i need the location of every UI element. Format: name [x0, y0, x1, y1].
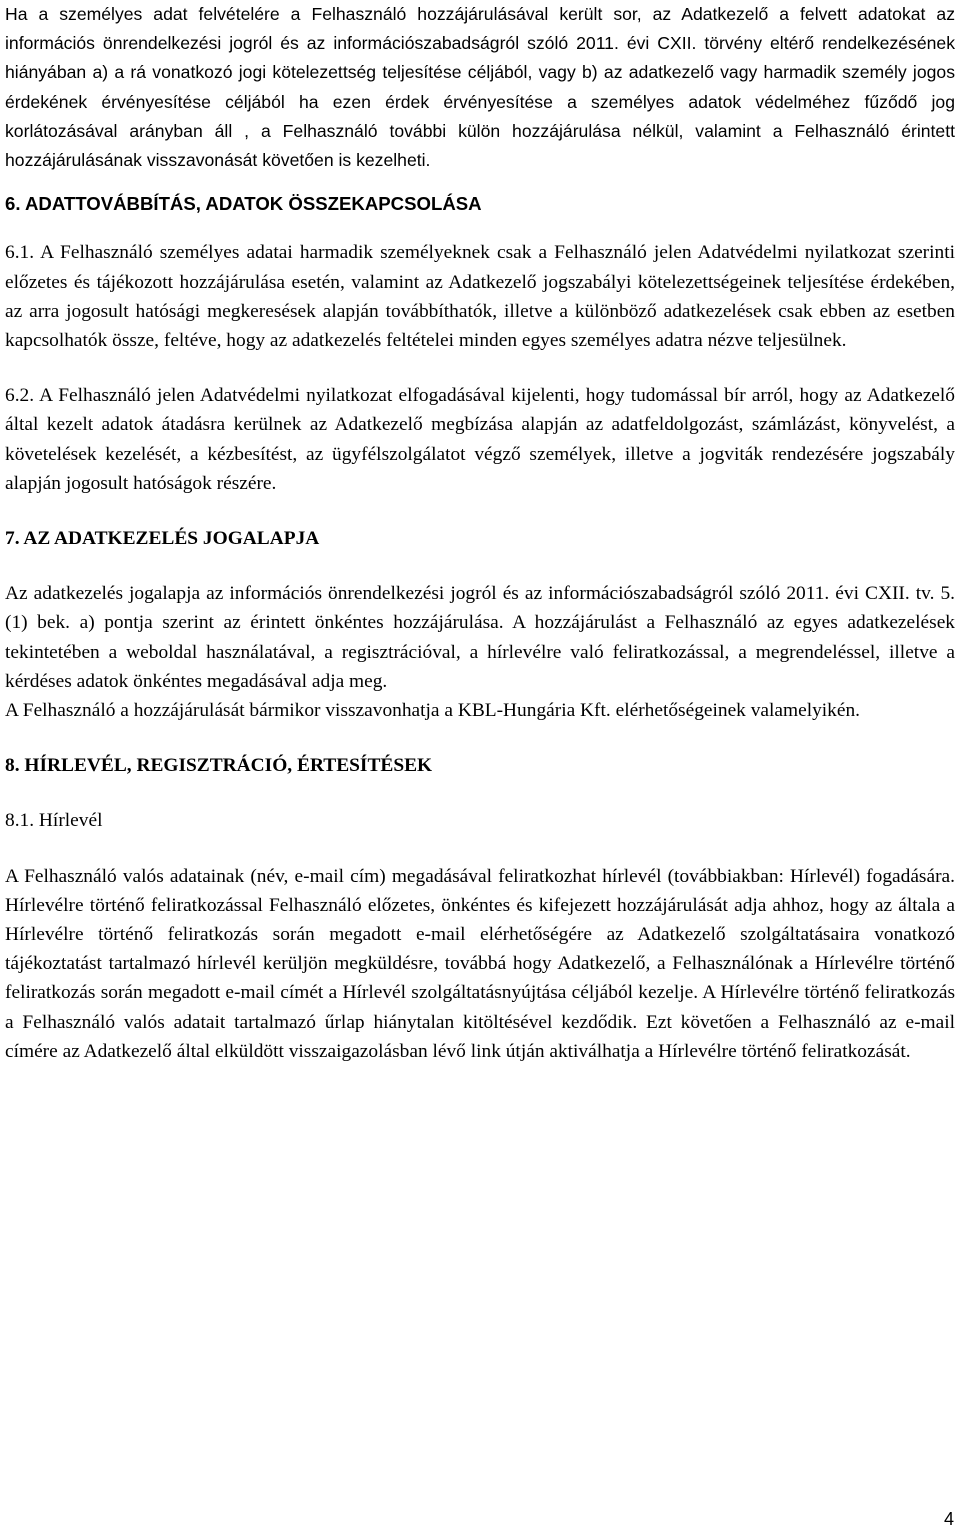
section-8-heading: 8. HÍRLEVÉL, REGISZTRÁCIÓ, ÉRTESÍTÉSEK — [5, 755, 433, 777]
section-8-1-paragraph: A Felhasználó valós adatainak (név, e-mail cím) megadásával feliratkozhat hírlevél (továbbiakban: Hírlevél) fogadására. Hírlevélre történő feliratkozással Felhasználó előzetes, önkéntes és kifejezett hozzájárulását adja ahhoz, hogy az általa a Hírlevélre történő feliratkozás során megadott e-mail elérhetőségére az Adatkezelő szolgáltatásaira vonatkozó tájékoztatást tartalmazó hírlevél kerüljön megküldésre, továbbá hogy Adatkezelő, a Felhasználónak a Hírlevélre történő feliratkozás során megadott e-mail címét a Hírlevél szolgáltatásnyújtása céljából kezelje. A Hírlevélre történő feliratkozás a Felhasználó valós adatait tartalmazó űrlap hiánytalan kitöltésével kezdődik. Ezt követően a Felhasználó az e-mail címére az Adatkezelő által elküldött visszaigazolásban lévő link útján aktiválhatja a Hírlevélre történő feliratkozását. — [5, 865, 955, 1062]
page-number: 4 — [943, 1509, 954, 1529]
section-6-2-paragraph: 6.2. A Felhasználó jelen Adatvédelmi nyilatkozat elfogadásával kijelenti, hogy tudomással bír arról, hogy az Adatkezelő által kezelt adatok átadásra kerülnek az Adatkezelő megbízása alapján az adatfeldolgozást, számlázást, könyvelést, a követelések kezelését, a kézbesítést, az ügyfélszolgálatot végző személyek, illetve a jogviták rendezésére jogszabály alapján jogosult hatóságok részére. — [5, 385, 955, 494]
section-8-1-subheading: 8.1. Hírlevél — [5, 810, 103, 832]
section-7-paragraph-2: A Felhasználó a hozzájárulását bármikor visszavonhatja a KBL-Hungária Kft. elérhetőségeinek valamelyikén. — [5, 700, 861, 722]
section-6-heading: 6. ADATTOVÁBBÍTÁS, ADATOK ÖSSZEKAPCSOLÁSA — [5, 193, 482, 215]
section-7-paragraph-1: Az adatkezelés jogalapja az információs önrendelkezési jogról és az információszabadságról szóló 2011. évi CXII. tv. 5. (1) bek. a) pontja szerint az érintett önkéntes hozzájárulása. A hozzájárulást a Felhasználó az egyes adatkezelések tekintetében a weboldal használatával, a regisztrációval, a hírlevélre való feliratkozással, a megrendeléssel, illetve a kérdéses adatok önkéntes megadásával adja meg. — [5, 583, 955, 692]
section-6-1-paragraph: 6.1. A Felhasználó személyes adatai harmadik személyeknek csak a Felhasználó jelen Adatvédelmi nyilatkozat szerinti előzetes és tájékozott hozzájárulása esetén, valamint az Adatkezelő jogszabályi kötelezettségeinek teljesítése érdekében, az arra jogosult hatósági megkeresések alapján továbbíthatók, illetve a különböző adatkezelések csak ebben az esetben kapcsolhatók össze, feltéve, hogy az adatkezelés feltételei minden egyes személyes adatra nézve teljesülnek. — [5, 242, 955, 352]
intro-paragraph: Ha a személyes adat felvételére a Felhasználó hozzájárulásával került sor, az Adatkezelő a felvett adatokat az információs önrendelkezési jogról és az információszabadságról szóló 2011. évi CXII. törvény eltérő rendelkezésének hiányában a) a rá vonatkozó jogi kötelezettség teljesítése céljából, vagy b) az adatkezelő vagy harmadik személy jogos érdekének érvényesítése céljából ha ezen érdek érvényesítése a személyes adatok védelméhez fűződő jog korlátozásával arányban áll , a Felhasználó további külön hozzájárulása nélkül, valamint a Felhasználó érintett hozzájárulásának visszavonását követően is kezelheti. — [5, 4, 955, 171]
document-page — [5, 0, 955, 1066]
section-7-heading: 7. AZ ADATKEZELÉS JOGALAPJA — [5, 528, 320, 550]
